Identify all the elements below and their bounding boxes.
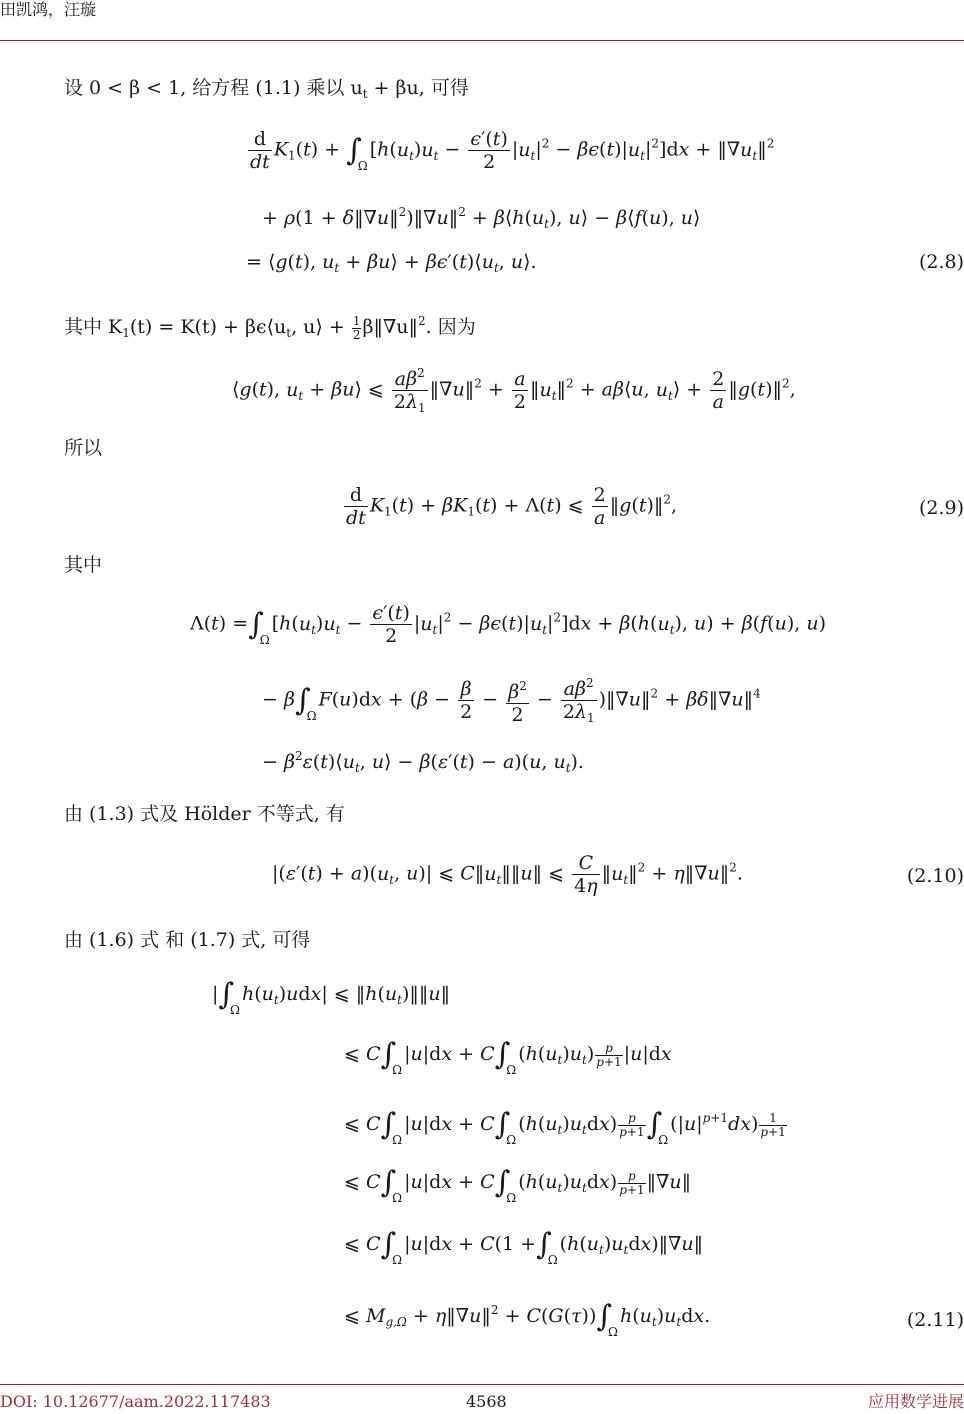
equation-2-11-line-5: ⩽ $C\int_\Omega|u|dx + C(1$ $+\int_\Omega(h(u_t)u_tdx)‖\nabla u‖$ xyxy=(344,1227,704,1267)
paragraph-intro: 设 0 < β < 1, 给方程 (1.1) 乘以 $u_t + \beta u$, 可得 xyxy=(64,77,469,101)
footer-doi-link[interactable]: DOI: 10.12677/aam.2022.117483 xyxy=(0,1392,271,1411)
equation-2-9: $\frac{d}{dt}$ $K_1(t) + \beta K_1(t) + \Lambda(t)$ ⩽ $\frac{2}{a}$ ‖g(t)‖$^2$, xyxy=(346,484,678,529)
inequality-g-bound: ⟨g(t), $u_t$ + βu⟩ ⩽ $\frac{a\beta^2}{2\lambda_1}$ ‖∇u‖$^2$ + $\frac{a}{2}$ $‖u_t‖^2$ + aβ⟨u, $u_t⟩$ + $\frac{2}{a}$ ‖g(t)‖$^2$, xyxy=(232,362,796,419)
equation-number: (2.11) xyxy=(906,1309,964,1331)
paragraph-k1-definition: 其中 $K_1(t) = K(t)$ + $\beta\epsilon⟨u_t$, u⟩ + $\frac{1}{2}$ β‖∇u‖$^2$. 因为 xyxy=(64,313,476,342)
equation-2-10: $|(\varepsilon'(t) + a)(u_t$, u)| ⩽ $C‖u_t‖‖u‖$ ⩽ $\frac{C}{4\eta}$ $‖u_t‖^2$ + η‖∇u‖$^2$. xyxy=(272,852,743,897)
lambda-definition-line-1: $\Lambda(t) =\int_\Omega[h(u_t)u_t$ − $\frac{\epsilon'(t)}{2}$ $|u_t|^2 - \beta\epsilon(t)|u_t|^2]dx + \beta(h(u_t)$, u) + β(f(u), u) xyxy=(190,602,826,647)
equation-number: (2.9) xyxy=(918,497,964,519)
lambda-definition-line-3: − $\beta^2\varepsilon(t)⟨u_t$, u⟩ − β(ε′(t) − a)(u, $u_t$). xyxy=(262,749,584,775)
equation-2-11-line-2: ⩽ $C\int_\Omega|u|dx + C\int_\Omega(h(u_t)u_t)$ $\frac{p}{p+1}$ |u|dx xyxy=(344,1037,672,1077)
footer-journal-link[interactable]: 应用数学进展 xyxy=(867,1392,964,1411)
equation-2-8-line-1: $\frac{d}{dt}$ $K_1(t) + \int_\Omega[h(u_t)u_t$ − $\frac{\epsilon'(t)}{2}$ $|u_t|^2 - \beta\epsilon(t)|u_t|^2]dx$ + $‖\nabla u_t‖^2$ xyxy=(250,128,775,173)
paragraph-conditions: 由 (1.6) 式 和 (1.7) 式, 可得 xyxy=(64,929,311,951)
equation-2-11-line-4: ⩽ $C\int_\Omega|u|dx + C\int_\Omega(h(u_t)u_tdx)$ $\frac{p}{p+1}$ ‖∇u‖ xyxy=(344,1165,692,1205)
equation-number: (2.10) xyxy=(906,865,964,887)
footer-rule xyxy=(0,1384,964,1385)
paragraph-therefore: 所以 xyxy=(64,437,103,459)
equation-2-8-line-2: + ρ(1 + δ‖∇u‖$^2$)‖∇u‖$^2$ + $\beta⟨h(u_t)$, u⟩ − β⟨f(u), u⟩ xyxy=(262,205,701,231)
equation-2-11-line-3: ⩽ $C\int_\Omega|u|dx + C\int_\Omega(h(u_t)u_tdx)$ $\frac{p}{p+1}$ $\int_\Omega(|u|^{p+1}dx)$ $\frac{1}{p+1}$ xyxy=(344,1107,786,1147)
page-number: 4568 xyxy=(466,1392,507,1411)
lambda-definition-line-2: − $\beta\int_\Omega F(u)dx + (\beta$ − $\frac{\beta}{2}$ − $\frac{\beta^2}{2}$ − $\frac{a\beta^2}{2\lambda_1}$ )‖∇u‖$^2$ + βδ‖∇u‖$^4$ xyxy=(262,672,761,729)
paragraph-holder: 由 (1.3) 式及 Hölder 不等式, 有 xyxy=(64,803,345,825)
equation-2-11-line-1: $|\int_\Omega h(u_t)udx|$ ⩽ $‖h(u_t)‖‖u‖$ xyxy=(212,977,451,1017)
equation-2-8-line-3: = ⟨g(t), $u_t$ + βu⟩ + $\beta\epsilon'(t)⟨u_t$, u⟩. xyxy=(246,251,537,275)
header-author: 田凯鸿，汪璇 xyxy=(0,0,97,19)
equation-number: (2.8) xyxy=(918,251,964,273)
paragraph-where: 其中 xyxy=(64,554,103,576)
header-rule xyxy=(0,40,964,41)
equation-2-11-line-6: ⩽ $M_{g,\Omega}$ + η‖∇u‖$^2$ + $C(G(\tau))\int_\Omega h(u_t)u_tdx$. xyxy=(344,1299,711,1339)
